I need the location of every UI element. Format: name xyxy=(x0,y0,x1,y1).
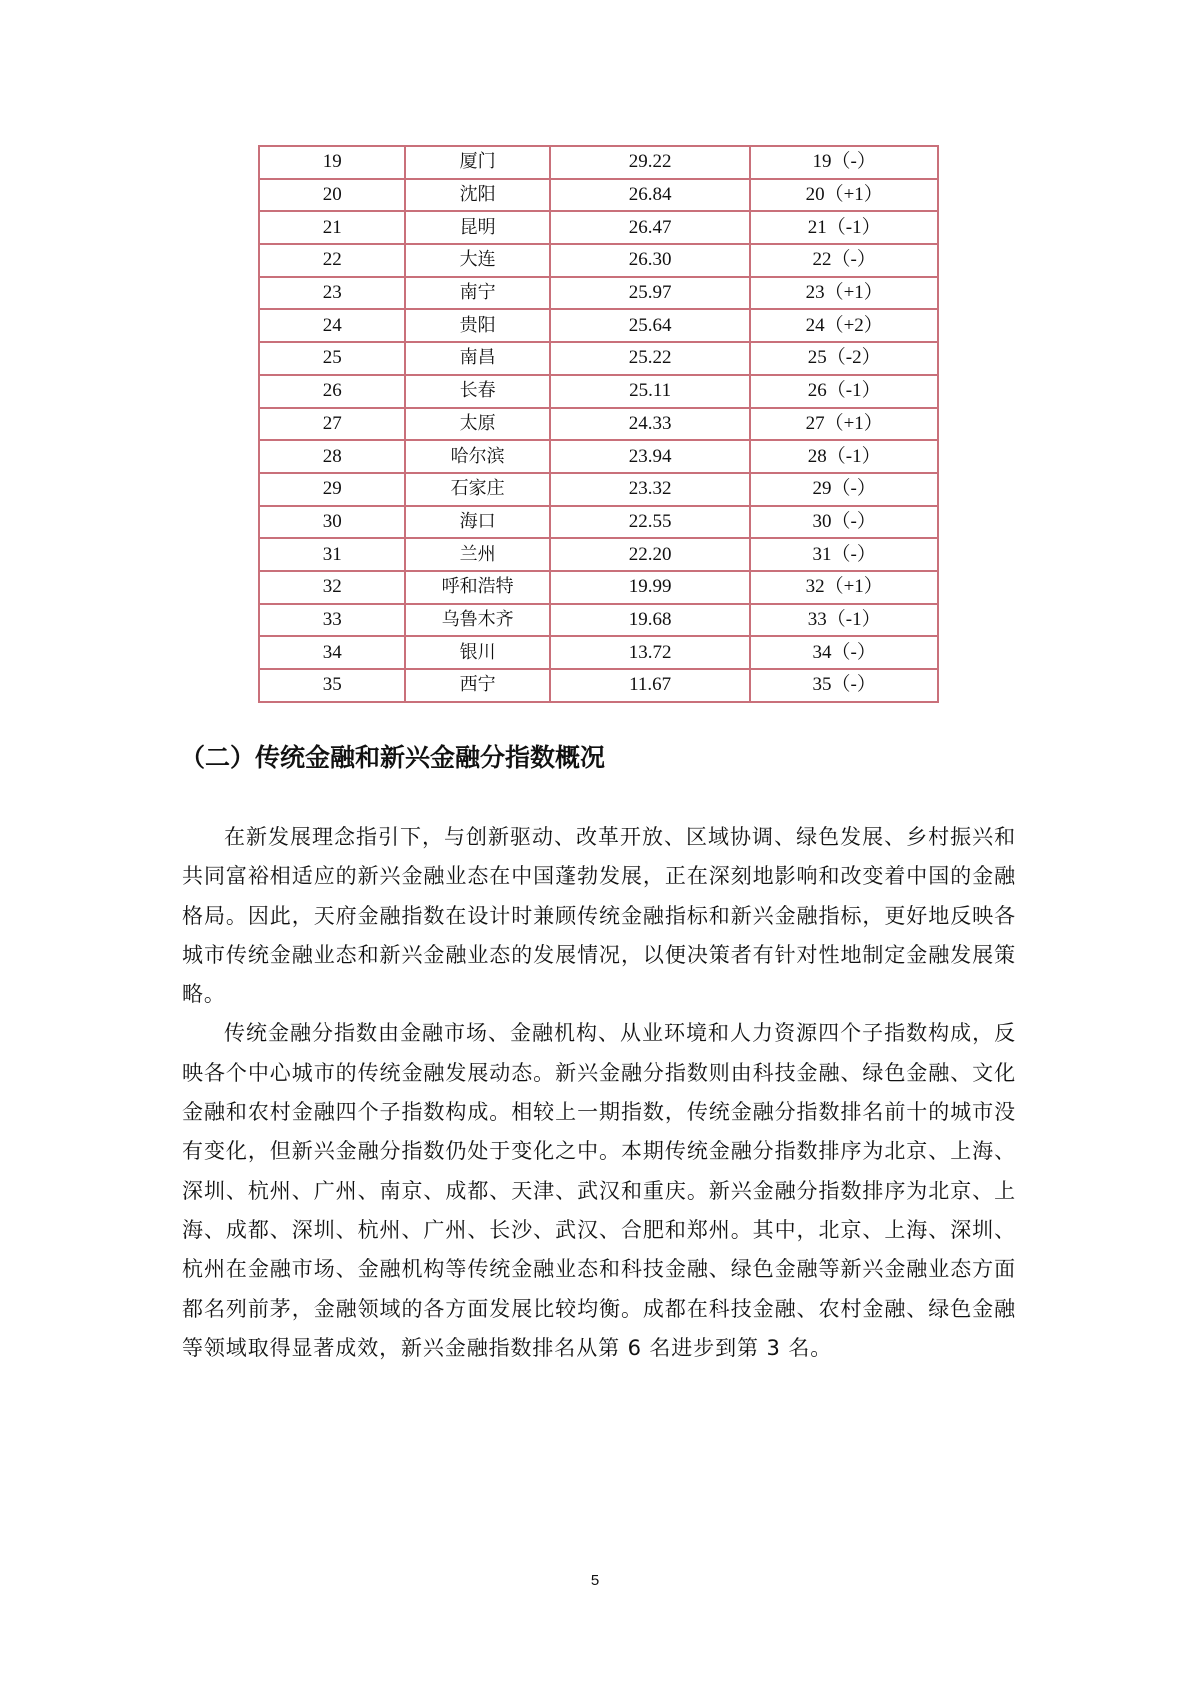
change-cell: 33（-1） xyxy=(751,605,937,638)
paragraph-2: 传统金融分指数由金融市场、金融机构、从业环境和人力资源四个子指数构成，反映各个中心城市的传统金融发展动态。新兴金融分指数则由科技金融、绿色金融、文化金融和农村金融四个子指数构成。相较上一期指数，传统金融分指数排名前十的城市没有变化，但新兴金融分指数仍处于变化之中。本期传统金融分指数排序为北京、上海、深圳、杭州、广州、南京、成都、天津、武汉和重庆。新兴金融分指数排序为北京、上海、成都、深圳、杭州、广州、长沙、武汉、合肥和郑州。其中，北京、上海、深圳、杭州在金融市场、金融机构等传统金融业态和科技金融、绿色金融等新兴金融业态方面都名列前茅，金融领域的各方面发展比较均衡。成都在科技金融、农村金融、绿色金融等领域取得显著成效，新兴金融指数排名从第 6 名进步到第 3 名。 xyxy=(182,1021,1016,1360)
rank-cell: 33 xyxy=(260,605,406,638)
city-cell: 长春 xyxy=(406,376,550,409)
ranking-table xyxy=(258,145,939,703)
score-cell: 23.94 xyxy=(551,441,752,474)
table-row xyxy=(260,507,937,540)
score-cell: 22.20 xyxy=(551,539,752,572)
city-cell: 兰州 xyxy=(406,539,550,572)
score-cell: 29.22 xyxy=(551,147,752,180)
score-cell: 24.33 xyxy=(551,409,752,442)
score-cell: 22.55 xyxy=(551,507,752,540)
rank-cell: 22 xyxy=(260,245,406,278)
body-text xyxy=(182,818,1016,1368)
rank-cell: 20 xyxy=(260,180,406,213)
change-cell: 24（+2） xyxy=(751,310,937,343)
table-row xyxy=(260,670,937,701)
change-cell: 31（-） xyxy=(751,539,937,572)
rank-cell: 21 xyxy=(260,212,406,245)
city-cell: 厦门 xyxy=(406,147,550,180)
change-cell: 26（-1） xyxy=(751,376,937,409)
table-row xyxy=(260,605,937,638)
score-cell: 23.32 xyxy=(551,474,752,507)
score-cell: 26.47 xyxy=(551,212,752,245)
city-cell: 南宁 xyxy=(406,278,550,311)
table-row xyxy=(260,212,937,245)
city-cell: 西宁 xyxy=(406,670,550,701)
ranking-table-body xyxy=(260,147,937,701)
change-cell: 35（-） xyxy=(812,674,876,696)
city-cell: 银川 xyxy=(406,637,550,670)
change-cell: 22（-） xyxy=(751,245,937,278)
table-row xyxy=(260,310,937,343)
rank-cell: 35 xyxy=(260,670,406,701)
change-cell: 21（-1） xyxy=(751,212,937,245)
score-cell: 25.11 xyxy=(551,376,752,409)
rank-cell: 28 xyxy=(260,441,406,474)
table-row xyxy=(260,441,937,474)
rank-cell: 30 xyxy=(260,507,406,540)
table-row xyxy=(260,245,937,278)
score-cell: 19.68 xyxy=(551,605,752,638)
rank-cell: 34 xyxy=(260,637,406,670)
score-cell: 25.22 xyxy=(551,343,752,376)
page-number: 5 xyxy=(590,1572,600,1589)
paragraph-1: 在新发展理念指引下，与创新驱动、改革开放、区域协调、绿色发展、乡村振兴和共同富裕相适应的新兴金融业态在中国蓬勃发展，正在深刻地影响和改变着中国的金融格局。因此，天府金融指数在设计时兼顾传统金融指标和新兴金融指标，更好地反映各城市传统金融业态和新兴金融业态的发展情况，以便决策者有针对性地制定金融发展策略。 xyxy=(182,825,1016,1007)
table-row xyxy=(260,147,937,180)
score-cell: 13.72 xyxy=(551,637,752,670)
table-row xyxy=(260,180,937,213)
score-cell: 26.30 xyxy=(551,245,752,278)
rank-cell: 19 xyxy=(260,147,406,180)
city-cell: 沈阳 xyxy=(406,180,550,213)
rank-cell: 32 xyxy=(260,572,406,605)
city-cell: 贵阳 xyxy=(406,310,550,343)
score-cell: 25.97 xyxy=(551,278,752,311)
city-cell: 海口 xyxy=(406,507,550,540)
change-cell: 25（-2） xyxy=(751,343,937,376)
table-row xyxy=(260,376,937,409)
city-cell: 昆明 xyxy=(406,212,550,245)
section-heading: （二）传统金融和新兴金融分指数概况 xyxy=(180,743,606,772)
score-cell: 26.84 xyxy=(551,180,752,213)
rank-cell: 29 xyxy=(260,474,406,507)
city-cell: 南昌 xyxy=(406,343,550,376)
city-cell: 太原 xyxy=(406,409,550,442)
table-row xyxy=(260,539,937,572)
score-cell: 19.99 xyxy=(551,572,752,605)
table-row xyxy=(260,343,937,376)
city-cell: 石家庄 xyxy=(406,474,550,507)
rank-cell: 26 xyxy=(260,376,406,409)
city-cell: 呼和浩特 xyxy=(406,572,550,605)
rank-cell: 27 xyxy=(260,409,406,442)
change-cell: 28（-1） xyxy=(751,441,937,474)
change-cell: 23（+1） xyxy=(751,278,937,311)
rank-cell: 31 xyxy=(260,539,406,572)
rank-cell: 24 xyxy=(260,310,406,343)
table-row xyxy=(260,278,937,311)
change-cell: 30（-） xyxy=(751,507,937,540)
change-cell: 27（+1） xyxy=(751,409,937,442)
table-row xyxy=(260,474,937,507)
change-cell: 32（+1） xyxy=(751,572,937,605)
change-cell: 20（+1） xyxy=(751,180,937,213)
score-cell: 11.67 xyxy=(551,670,752,701)
score-cell: 25.64 xyxy=(551,310,752,343)
city-cell: 大连 xyxy=(406,245,550,278)
rank-cell: 23 xyxy=(260,278,406,311)
change-cell: 34（-） xyxy=(751,637,937,670)
change-cell: 19（-） xyxy=(751,147,937,180)
table-row xyxy=(260,572,937,605)
rank-cell: 25 xyxy=(260,343,406,376)
change-cell: 29（-） xyxy=(751,474,937,507)
city-cell: 哈尔滨 xyxy=(406,441,550,474)
city-cell: 乌鲁木齐 xyxy=(406,605,550,638)
table-row xyxy=(260,637,937,670)
table-row xyxy=(260,409,937,442)
